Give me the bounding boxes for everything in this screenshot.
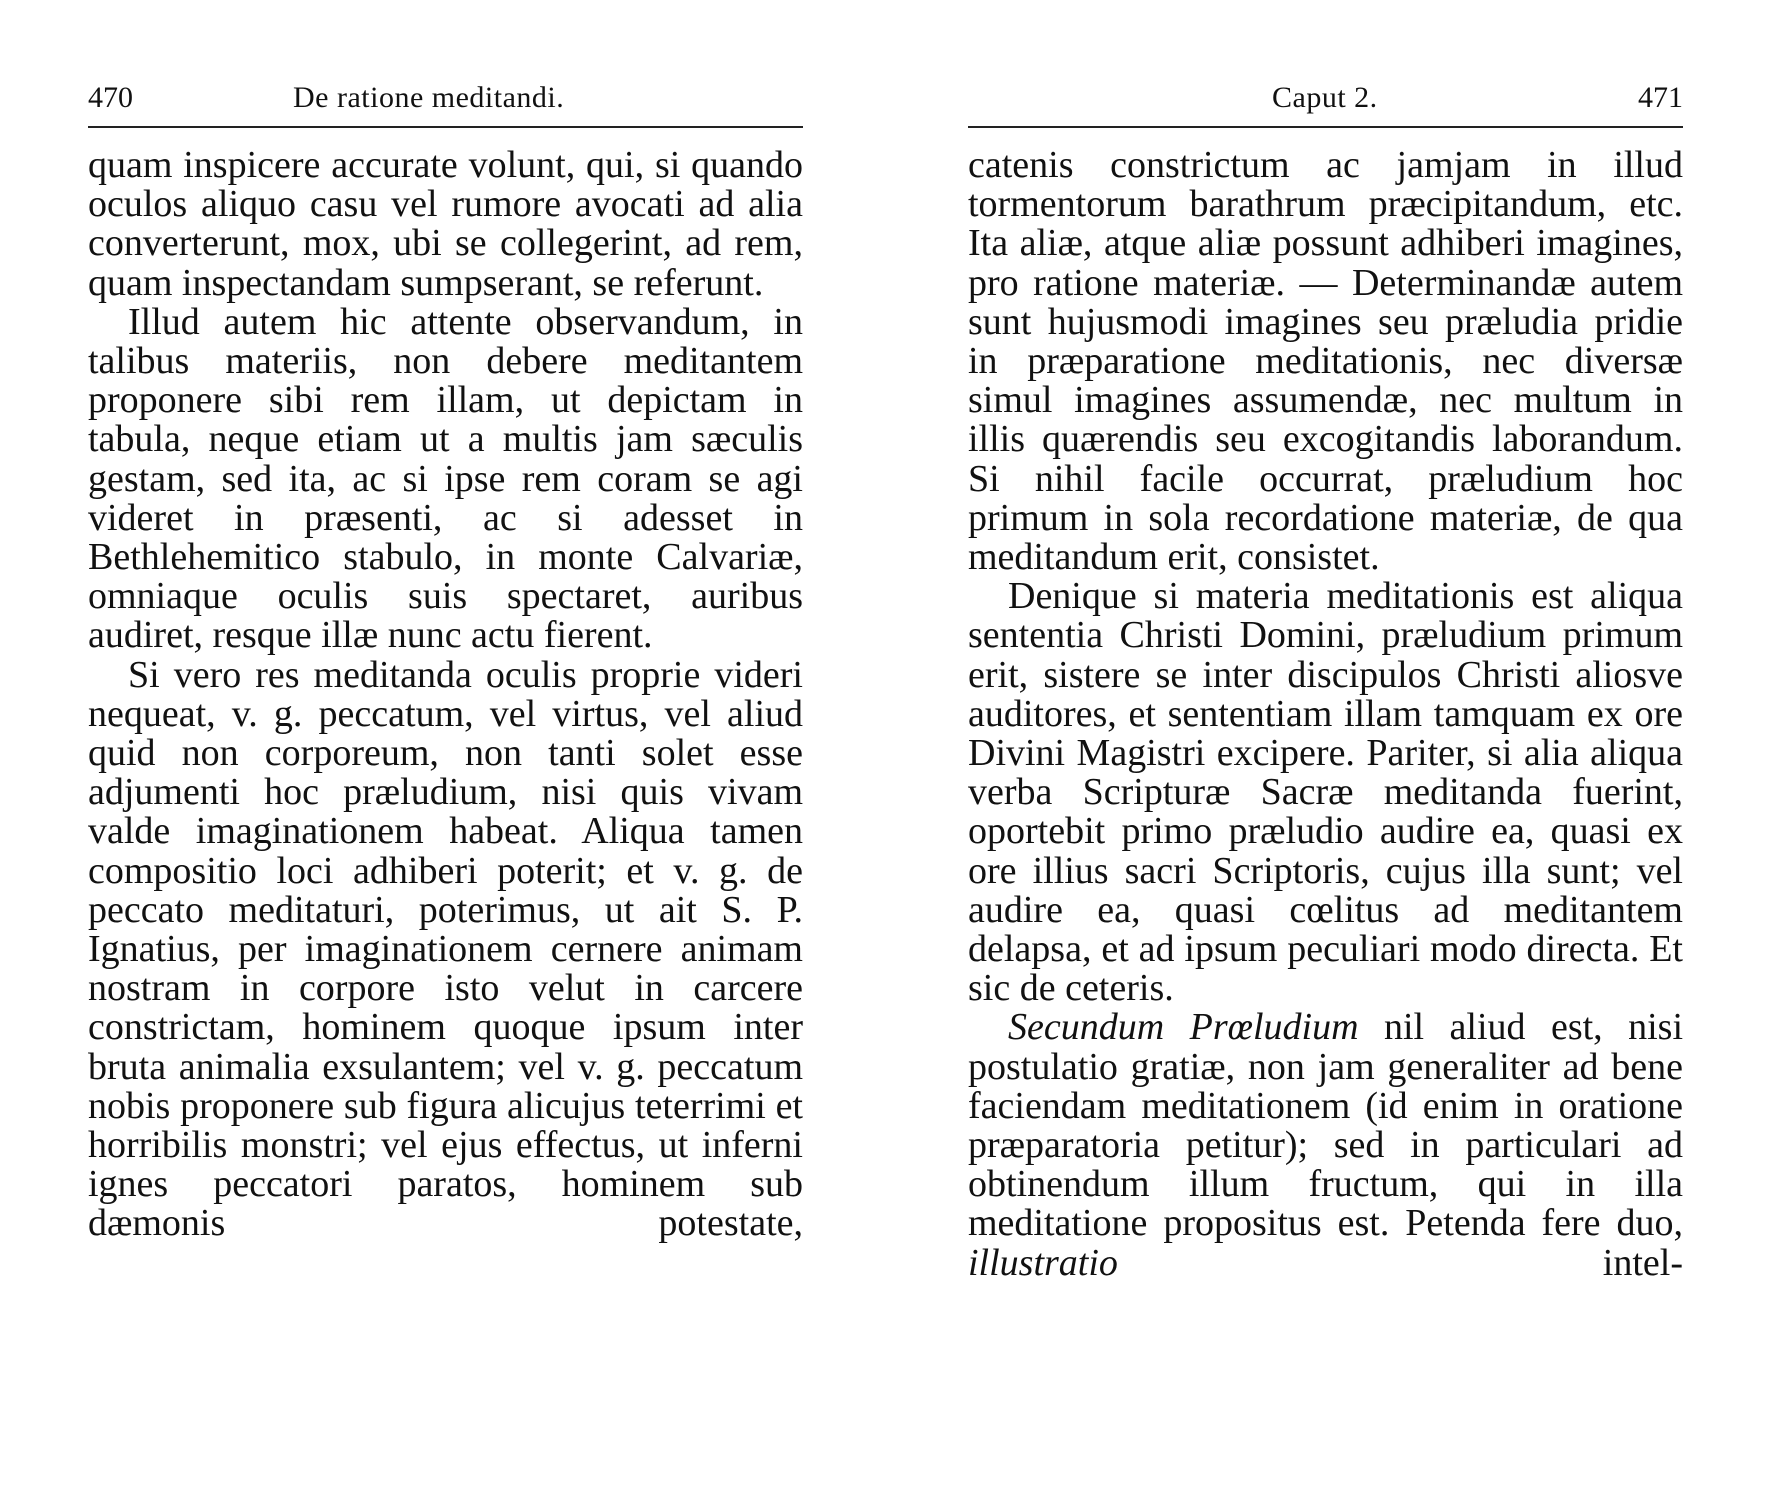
right-page-body bbox=[968, 146, 1683, 1283]
right-running-title: Caput 2. bbox=[1272, 81, 1378, 114]
right-page-number: 471 bbox=[1638, 81, 1683, 114]
paragraph-3-text-end: intel- bbox=[1117, 1241, 1683, 1284]
left-page-body bbox=[88, 146, 803, 1244]
left-paragraph-1: quam inspicere accurate volunt, qui, si quando oculos aliquo casu vel rumore avocati ad alia converterunt, mox, ubi se collegerint, ad rem, quam inspectandam sumpserant, se referunt. bbox=[88, 144, 803, 304]
left-page-header bbox=[88, 78, 803, 118]
left-paragraph-2: Illud autem hic attente observandum, in talibus materiis, non debere meditantem proponere sibi rem illam, ut depictam in tabula, neque etiam ut a multis jam sæculis gestam, sed ita, ac si ipse rem coram se agi videret in præsenti, ac si adesset in Bethlehemitico stabulo, in monte Calvariæ, omniaque oculis suis spectaret, auribus audiret, resque illæ nunc actu fierent. bbox=[88, 300, 803, 657]
right-paragraph-1: catenis constrictum ac jamjam in illud tormentorum barathrum præcipitandum, etc. Ita aliæ, atque aliæ possunt adhiberi imagines, pro ratione materiæ. — Determinandæ autem sunt hujusmodi imagines seu præludia pridie in præparatione meditationis, nec diversæ simul imagines assumendæ, nec multum in illis quærendis seu excogitandis laborandum. Si nihil facile occurrat, præludium hoc primum in sola recordatione materiæ, de qua meditandum erit, consistet. bbox=[968, 144, 1683, 579]
left-running-title: De ratione meditandi. bbox=[293, 81, 565, 114]
italic-term-secundum-praeludium: Secundum Prœludium bbox=[1008, 1006, 1359, 1049]
paragraph-3-text: nil aliud est, nisi postulatio gratiæ, non jam generaliter ad bene faciendam meditationem (id enim in oratione præparatoria petitur); sed in particulari ad obtinendum illum fructum, qui in illa meditatione propositus est. Petenda fere duo, bbox=[968, 1006, 1684, 1245]
right-paragraph-2: Denique si materia meditationis est aliqua sententia Christi Domini, præludium primum erit, sistere se inter discipulos Christi aliosve auditores, et sententiam illam tamquam ex ore Divini Magistri excipere. Pariter, si alia aliqua verba Scripturæ Sacræ meditanda fuerint, oportebit primo præludio audire ea, quasi ex ore illius sacri Scriptoris, cujus illa sunt; vel audire ea, quasi cœlitus ad meditantem delapsa, et ad ipsum peculiari modo directa. Et sic de ceteris. bbox=[968, 575, 1683, 1010]
right-header-rule bbox=[968, 126, 1683, 128]
italic-term-illustratio: illustratio bbox=[968, 1241, 1118, 1284]
right-paragraph-3 bbox=[968, 1008, 1683, 1282]
right-page-header bbox=[968, 78, 1683, 118]
left-header-rule bbox=[88, 126, 803, 128]
left-paragraph-3: Si vero res meditanda oculis proprie videri nequeat, v. g. peccatum, vel virtus, vel aliud quid non corporeum, non tanti solet esse adjumenti hoc præludium, nisi quis vivam valde imaginationem habeat. Aliqua tamen compositio loci adhiberi poterit; et v. g. de peccato meditaturi, poterimus, ut ait S. P. Ignatius, per imaginationem cernere animam nostram in corpore isto velut in carcere constrictam, hominem quoque ipsum inter bruta animalia exsulantem; vel v. g. peccatum nobis proponere sub figura alicujus teterrimi et horribilis monstri; vel ejus effectus, ut inferni ignes peccatori paratos, hominem sub dæmonis potestate, bbox=[88, 653, 803, 1245]
left-page-number: 470 bbox=[88, 81, 133, 114]
